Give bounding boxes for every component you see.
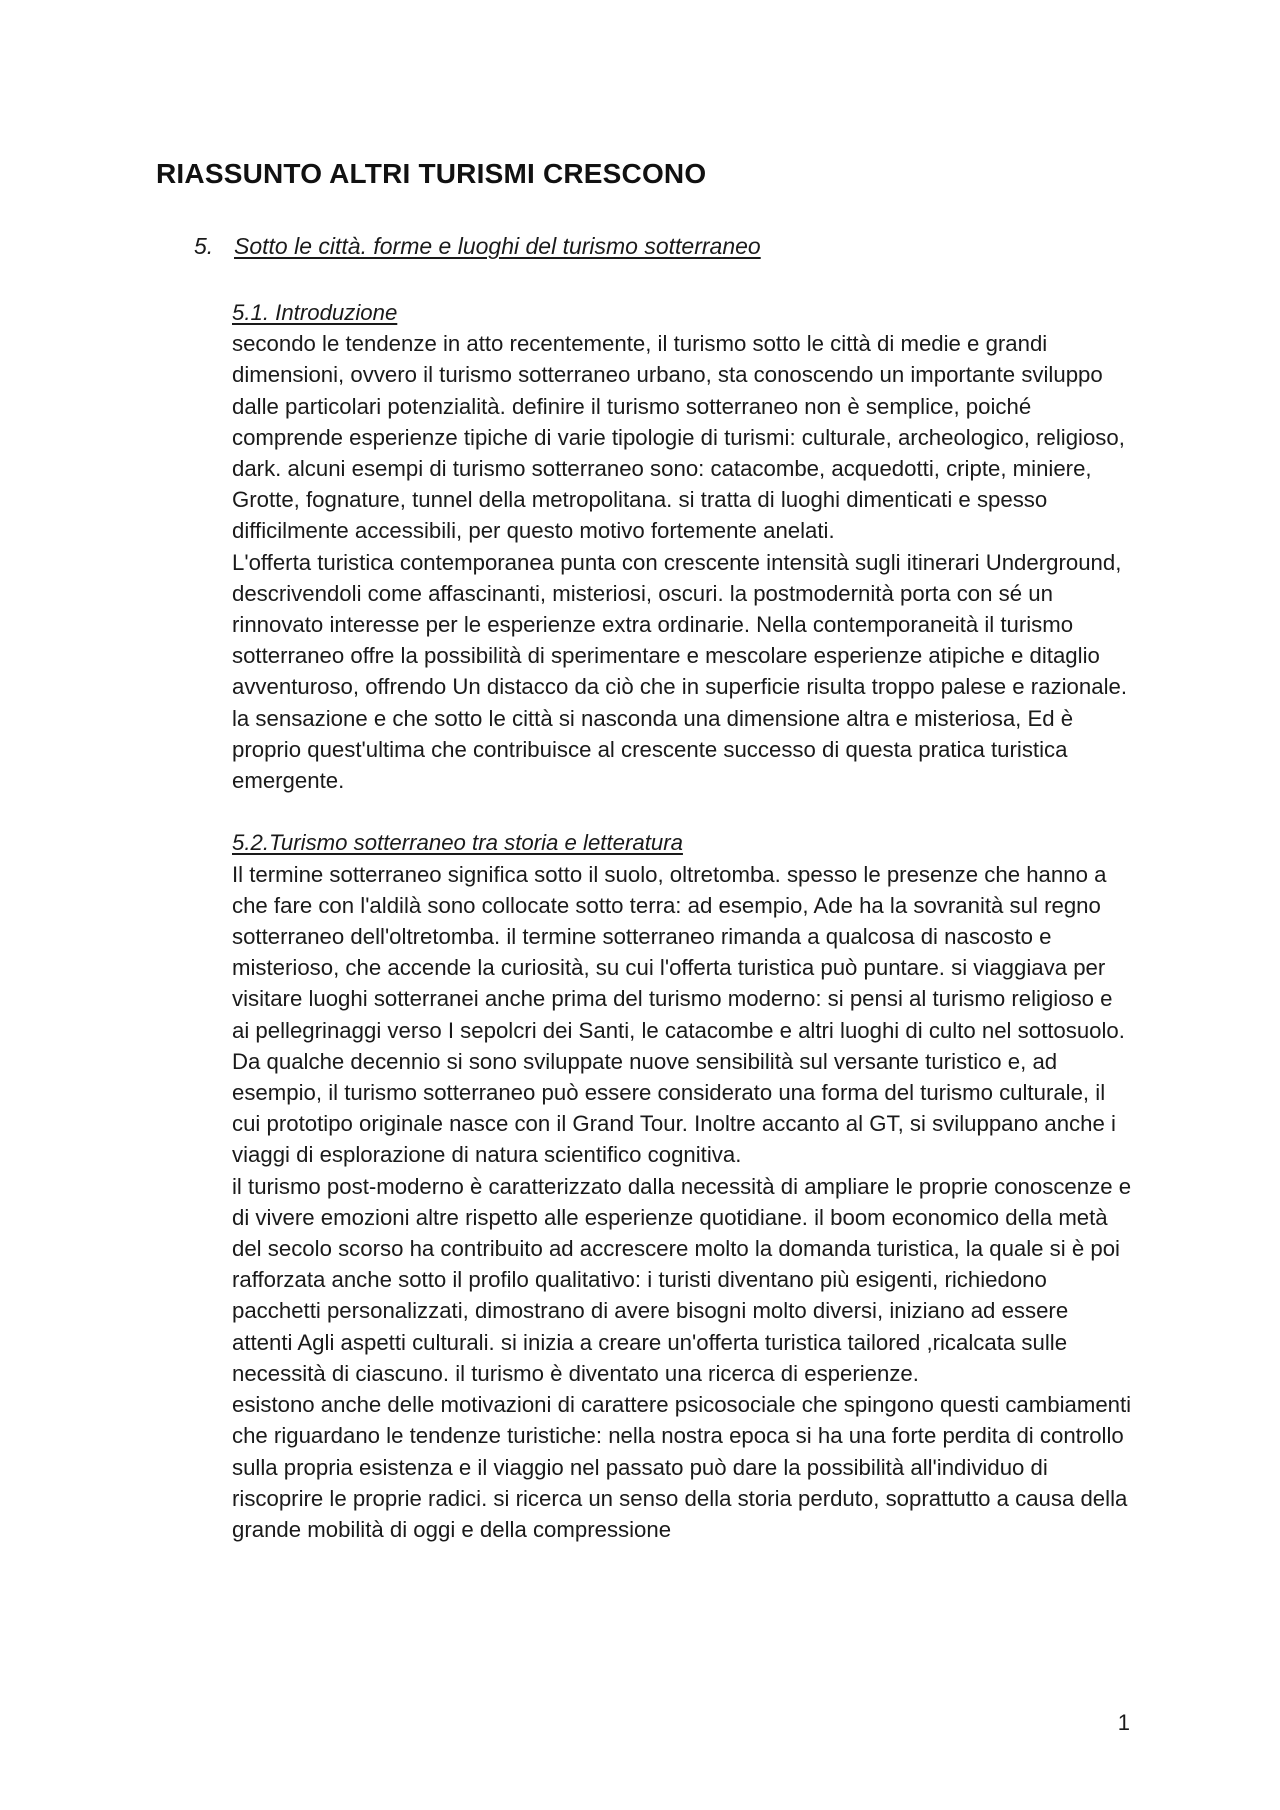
paragraph-storia-4: esistono anche delle motivazioni di carattere psicosociale che spingono questi cambiamenti che riguardano le tendenze turistiche: nella nostra epoca si ha una forte perdita di controllo sulla propria esistenza e il viaggio nel passato può dare la possibilità all'individuo di riscoprire le proprie radici. si ricerca un senso della storia perduto, soprattutto a causa della grande mobilità di oggi e della compressione	[232, 1392, 1132, 1542]
paragraph-introduzione-2: L'offerta turistica contemporanea punta con crescente intensità sugli itinerari Underground, descrivendoli come affascinanti, misteriosi, oscuri. la postmodernità porta con sé un rinnovato interesse per le esperienze extra ordinarie. Nella contemporaneità il turismo sotterraneo offre la possibilità di sperimentare e mescolare esperienze atipiche e ditaglio avventuroso, offrendo Un distacco da ciò che in superficie risulta troppo palese e razionale. la sensazione e che sotto le città si nasconda una dimensione altra e misteriosa, Ed è proprio quest'ultima che contribuisce al crescente successo di questa pratica turistica emergente.	[232, 549, 1128, 794]
section-spacer	[232, 796, 1132, 827]
page-number: 1	[1117, 1710, 1130, 1735]
paragraph-storia-1: Il termine sotterraneo significa sotto il suolo, oltretomba. spesso le presenze che hanno a che fare con l'aldilà sono collocate sotto terra: ad esempio, Ade ha la sovranità sul regno sotterraneo dell'oltretomba. il termine sotterraneo rimanda a qualcosa di nascosto e misterioso, che accende la curiosità, su cui l'offerta turistica può puntare. si viaggiava per visitare luoghi sotterranei anche prima del turismo moderno: si pensi al turismo religioso e ai pellegrinaggi verso I sepolcri dei Santi, le catacombe e altri luoghi di culto nel sottosuolo.	[232, 861, 1125, 1043]
paragraph-introduzione-1: secondo le tendenze in atto recentemente, il turismo sotto le città di medie e grandi dimensioni, ovvero il turismo sotterraneo urbano, sta conoscendo un importante sviluppo dalle particolari potenzialità. definire il turismo sotterraneo non è semplice, poiché comprende esperienze tipiche di varie tipologie di turismi: culturale, archeologico, religioso, dark. alcuni esempi di turismo sotterraneo sono: catacombe, acquedotti, cripte, miniere, Grotte, fognature, tunnel della metropolitana. si tratta di luoghi dimenticati e spesso difficilmente accessibili, per questo motivo fortemente anelati.	[232, 331, 1125, 544]
section-heading-introduzione: 5.1. Introduzione	[232, 300, 398, 325]
chapter-heading	[194, 233, 761, 260]
chapter-title: Sotto le città. forme e luoghi del turismo sotterraneo	[234, 233, 761, 259]
chapter-number: 5.	[194, 233, 214, 259]
section-heading-storia-letteratura: 5.2.Turismo sotterraneo tra storia e letteratura	[232, 830, 683, 856]
document-title: RIASSUNTO ALTRI TURISMI CRESCONO	[156, 158, 707, 189]
paragraph-storia-2: Da qualche decennio si sono sviluppate nuove sensibilità sul versante turistico e, ad esempio, il turismo sotterraneo può essere considerato una forma del turismo culturale, il cui prototipo originale nasce con il Grand Tour. Inoltre accanto al GT, si sviluppano anche i viaggi di esplorazione di natura scientifico cognitiva.	[232, 1048, 1116, 1168]
document-body	[232, 297, 1132, 1545]
paragraph-storia-3: il turismo post-moderno è caratterizzato dalla necessità di ampliare le proprie conoscenze e di vivere emozioni altre rispetto alle esperienze quotidiane. il boom economico della metà del secolo scorso ha contribuito ad accrescere molto la domanda turistica, la quale si è poi rafforzata anche sotto il profilo qualitativo: i turisti diventano più esigenti, richiedono pacchetti personalizzati, dimostrano di avere bisogni molto diversi, iniziano ad essere attenti Agli aspetti culturali. si inizia a creare un'offerta turistica tailored ,ricalcata sulle necessità di ciascuno. il turismo è diventato una ricerca di esperienze.	[232, 1173, 1132, 1386]
